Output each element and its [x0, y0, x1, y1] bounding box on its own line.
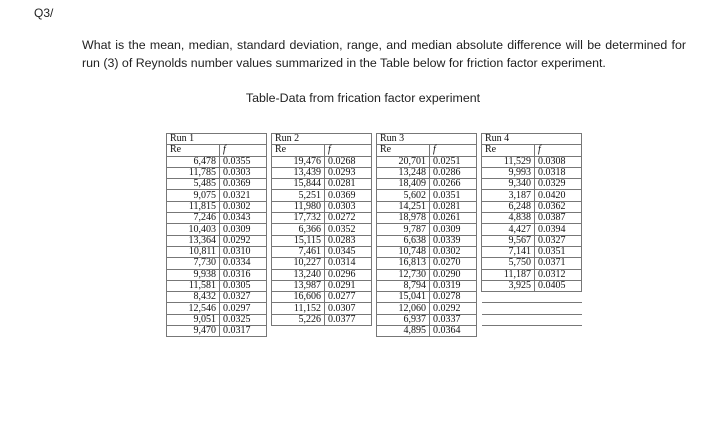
f-value: 0.0308: [535, 156, 582, 167]
f-value: 0.0297: [220, 303, 267, 314]
f-value: 0.0309: [430, 224, 477, 235]
table-row: [167, 280, 582, 291]
f-value: 0.0369: [220, 179, 267, 190]
run-title-row: [167, 134, 582, 145]
f-value: 0.0377: [325, 314, 372, 325]
table-row: [167, 235, 582, 246]
re-value: 12,730: [377, 269, 430, 280]
re-value: 5,485: [167, 179, 220, 190]
re-value: 9,993: [482, 167, 535, 178]
re-value: 6,478: [167, 156, 220, 167]
run-title: Run 1: [167, 134, 267, 145]
re-value: 15,041: [377, 292, 430, 303]
table-caption: Table-Data from frication factor experiment: [245, 91, 481, 105]
re-value: 7,730: [167, 258, 220, 269]
f-value: 0.0317: [220, 326, 267, 337]
f-value: 0.0309: [220, 224, 267, 235]
f-value: 0.0321: [220, 190, 267, 201]
re-value: 5,602: [377, 190, 430, 201]
re-value: 6,248: [482, 201, 535, 212]
re-value: 16,606: [272, 292, 325, 303]
re-value: 18,978: [377, 213, 430, 224]
re-value: 13,439: [272, 167, 325, 178]
re-header: Re: [167, 145, 220, 156]
re-value: 10,811: [167, 246, 220, 257]
re-value: 6,937: [377, 314, 430, 325]
re-value: 19,476: [272, 156, 325, 167]
f-value: 0.0345: [325, 246, 372, 257]
re-value: 11,980: [272, 201, 325, 212]
f-value: 0.0362: [535, 201, 582, 212]
re-value: 9,340: [482, 179, 535, 190]
f-value: 0.0302: [220, 201, 267, 212]
f-value: 0.0343: [220, 213, 267, 224]
re-value: 15,844: [272, 179, 325, 190]
f-value: 0.0405: [535, 280, 582, 291]
f-value: 0.0352: [325, 224, 372, 235]
re-header: Re: [377, 145, 430, 156]
f-value: 0.0281: [325, 179, 372, 190]
f-value: 0.0277: [325, 292, 372, 303]
re-value: 7,246: [167, 213, 220, 224]
f-value: 0.0283: [325, 235, 372, 246]
re-header: Re: [272, 145, 325, 156]
table-row: [167, 201, 582, 212]
re-value: 11,187: [482, 269, 535, 280]
table-row: [167, 269, 582, 280]
f-header: f: [325, 145, 372, 156]
run-title: Run 4: [482, 134, 582, 145]
table-row: [167, 156, 582, 167]
f-value: 0.0327: [535, 235, 582, 246]
f-value: 0.0316: [220, 269, 267, 280]
f-value: 0.0394: [535, 224, 582, 235]
empty-cell: [535, 326, 582, 337]
f-value: 0.0251: [430, 156, 477, 167]
re-value: 11,152: [272, 303, 325, 314]
re-value: 6,638: [377, 235, 430, 246]
table-row: [167, 258, 582, 269]
table-row: [167, 224, 582, 235]
f-value: 0.0355: [220, 156, 267, 167]
f-value: 0.0291: [325, 280, 372, 291]
f-value: 0.0302: [430, 246, 477, 257]
f-value: 0.0286: [430, 167, 477, 178]
re-value: 9,787: [377, 224, 430, 235]
table-row: [167, 246, 582, 257]
f-value: 0.0303: [325, 201, 372, 212]
re-value: 11,529: [482, 156, 535, 167]
f-value: 0.0319: [430, 280, 477, 291]
table-row: [167, 303, 582, 314]
f-value: 0.0387: [535, 213, 582, 224]
f-value: 0.0303: [220, 167, 267, 178]
f-value: 0.0292: [220, 235, 267, 246]
f-value: 0.0339: [430, 235, 477, 246]
f-value: 0.0369: [325, 190, 372, 201]
table-row: [167, 179, 582, 190]
re-value: 11,785: [167, 167, 220, 178]
table-row: [167, 213, 582, 224]
question-number: Q3/: [34, 6, 54, 20]
empty-cell: [535, 292, 582, 303]
empty-cell: [482, 292, 535, 303]
f-value: 0.0327: [220, 292, 267, 303]
re-value: 10,403: [167, 224, 220, 235]
f-value: 0.0261: [430, 213, 477, 224]
f-value: 0.0307: [325, 303, 372, 314]
empty-cell: [482, 326, 535, 337]
re-value: 9,051: [167, 314, 220, 325]
f-value: 0.0364: [430, 326, 477, 337]
empty-cell: [272, 326, 325, 337]
f-header: f: [535, 145, 582, 156]
re-value: 17,732: [272, 213, 325, 224]
re-value: 7,461: [272, 246, 325, 257]
table-row: [167, 292, 582, 303]
friction-factor-table: [166, 133, 582, 337]
re-value: 11,815: [167, 201, 220, 212]
table-row: [167, 190, 582, 201]
f-value: 0.0278: [430, 292, 477, 303]
re-value: 12,060: [377, 303, 430, 314]
re-value: 7,141: [482, 246, 535, 257]
f-value: 0.0272: [325, 213, 372, 224]
column-header-row: [167, 145, 582, 156]
f-value: 0.0290: [430, 269, 477, 280]
re-value: 10,748: [377, 246, 430, 257]
re-value: 13,248: [377, 167, 430, 178]
re-value: 15,115: [272, 235, 325, 246]
re-value: 10,227: [272, 258, 325, 269]
f-value: 0.0314: [325, 258, 372, 269]
re-value: 16,813: [377, 258, 430, 269]
table-row: [167, 314, 582, 325]
empty-cell: [535, 314, 582, 325]
re-value: 9,567: [482, 235, 535, 246]
re-value: 18,409: [377, 179, 430, 190]
re-value: 20,701: [377, 156, 430, 167]
f-value: 0.0337: [430, 314, 477, 325]
re-value: 4,895: [377, 326, 430, 337]
f-value: 0.0351: [430, 190, 477, 201]
f-value: 0.0334: [220, 258, 267, 269]
run-title: Run 3: [377, 134, 477, 145]
re-value: 13,987: [272, 280, 325, 291]
f-value: 0.0318: [535, 167, 582, 178]
re-value: 12,546: [167, 303, 220, 314]
re-value: 5,226: [272, 314, 325, 325]
empty-cell: [482, 314, 535, 325]
table-row: [167, 326, 582, 337]
re-value: 5,750: [482, 258, 535, 269]
re-value: 3,187: [482, 190, 535, 201]
f-value: 0.0312: [535, 269, 582, 280]
f-value: 0.0266: [430, 179, 477, 190]
f-value: 0.0270: [430, 258, 477, 269]
f-value: 0.0293: [325, 167, 372, 178]
f-value: 0.0420: [535, 190, 582, 201]
f-value: 0.0268: [325, 156, 372, 167]
re-value: 9,075: [167, 190, 220, 201]
re-value: 11,581: [167, 280, 220, 291]
question-text: What is the mean, median, standard deviation, range, and median absolute difference will be determined for run (3) of Reynolds number values summarized in the Table below for friction factor experiment.: [82, 38, 686, 70]
f-value: 0.0296: [325, 269, 372, 280]
empty-cell: [535, 303, 582, 314]
empty-cell: [482, 303, 535, 314]
re-header: Re: [482, 145, 535, 156]
re-value: 9,470: [167, 326, 220, 337]
re-value: 9,938: [167, 269, 220, 280]
f-value: 0.0351: [535, 246, 582, 257]
f-header: f: [430, 145, 477, 156]
re-value: 6,366: [272, 224, 325, 235]
f-value: 0.0292: [430, 303, 477, 314]
f-value: 0.0371: [535, 258, 582, 269]
re-value: 8,794: [377, 280, 430, 291]
f-value: 0.0281: [430, 201, 477, 212]
table-row: [167, 167, 582, 178]
re-value: 5,251: [272, 190, 325, 201]
re-value: 4,427: [482, 224, 535, 235]
re-value: 8,432: [167, 292, 220, 303]
run-title: Run 2: [272, 134, 372, 145]
re-value: 14,251: [377, 201, 430, 212]
f-value: 0.0305: [220, 280, 267, 291]
f-value: 0.0325: [220, 314, 267, 325]
f-value: 0.0310: [220, 246, 267, 257]
re-value: 3,925: [482, 280, 535, 291]
re-value: 13,364: [167, 235, 220, 246]
f-value: 0.0329: [535, 179, 582, 190]
f-header: f: [220, 145, 267, 156]
empty-cell: [325, 326, 372, 337]
re-value: 13,240: [272, 269, 325, 280]
re-value: 4,838: [482, 213, 535, 224]
